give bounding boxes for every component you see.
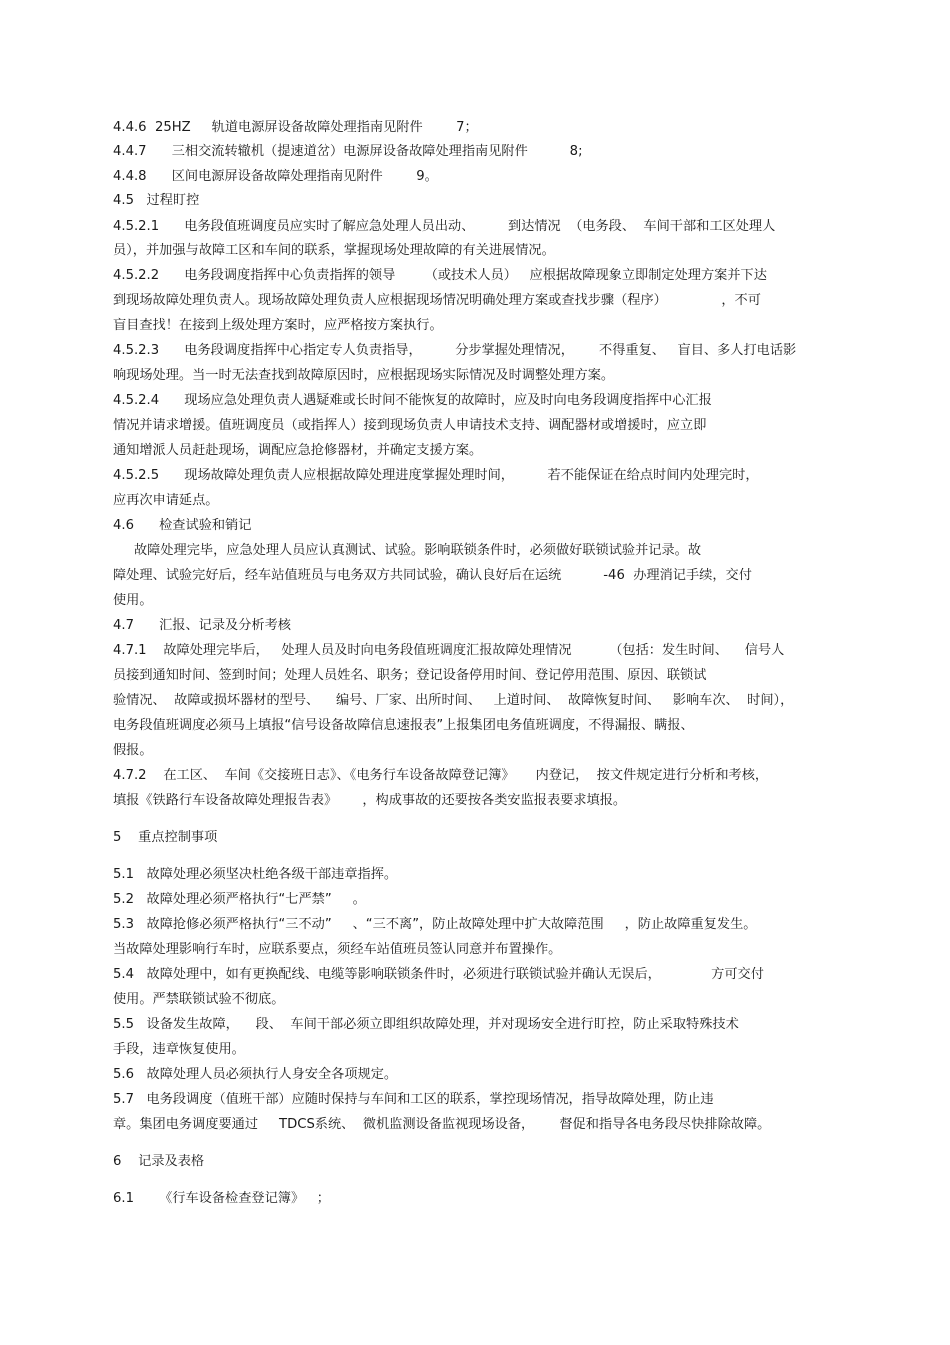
text-line-4-4-6: 4.4.6 25HZ 轨道电源屏设备故障处理指南见附件 7； — [113, 120, 478, 135]
text-line: 验情况、 故障或损坏器材的型号、 编号、厂家、出所时间、 上道时间、 故障恢复时间、 影响车次、 时间）， — [113, 693, 794, 708]
section-heading-4-5: 4.5 过程盯控 — [113, 193, 200, 208]
text-line-5-5: 5.5 设备发生故障， 段、 车间干部必须立即组织故障处理，并对现场安全进行盯控，防止采取特殊技术 — [113, 1017, 739, 1032]
text-line: 使用。 — [113, 593, 153, 608]
text-line-4-5-2-3: 4.5.2.3 电务段调度指挥中心指定专人负责指导， 分步掌握处理情况， 不得重复、 盲目、多人打电话影 — [113, 343, 797, 358]
text-line-5-3: 5.3 故障抢修必须严格执行“三不动” 、“三不离”，防止故障处理中扩大故障范围 ，防止故障重复发生。 — [113, 917, 757, 932]
text-line: 章。集团电务调度要通过 TDCS系统、 微机监测设备监视现场设备， 督促和指导各电务段尽快排除故障。 — [113, 1117, 771, 1132]
text-line: 响现场处理。当一时无法查找到故障原因时，应根据现场实际情况及时调整处理方案。 — [113, 368, 615, 383]
text-line: 到现场故障处理负责人。现场故障处理负责人应根据现场情况明确处理方案或查找步骤（程序） ，不可 — [113, 293, 761, 308]
text-line: 应再次申请延点。 — [113, 493, 219, 508]
text-line: 填报《铁路行车设备故障处理报告表》 ，构成事故的还要按各类安监报表要求填报。 — [113, 793, 627, 808]
text-line: 假报。 — [113, 743, 153, 758]
text-line: 障处理、试验完好后，经车站值班员与电务双方共同试验，确认良好后在运统 -46 办理消记手续，交付 — [113, 568, 752, 583]
text-line-4-7-2: 4.7.2 在工区、 车间《交接班日志》、《电务行车设备故障登记簿》 内登记， 按文件规定进行分析和考核， — [113, 768, 769, 783]
text-line-4-5-2-2: 4.5.2.2 电务段调度指挥中心负责指挥的领导 （或技术人员） 应根据故障现象立即制定处理方案并下达 — [113, 268, 767, 283]
text-line: 盲目查找！在接到上级处理方案时，应严格按方案执行。 — [113, 318, 443, 333]
text-line: 使用。严禁联锁试验不彻底。 — [113, 992, 285, 1007]
section-heading-6: 6 记录及表格 — [113, 1154, 205, 1169]
text-line-4-5-2-4: 4.5.2.4 现场应急处理负责人遇疑难或长时间不能恢复的故障时，应及时向电务段调度指挥中心汇报 — [113, 393, 712, 408]
section-heading-4-7: 4.7 汇报、记录及分析考核 — [113, 618, 291, 633]
text-line: 员接到通知时间、签到时间；处理人员姓名、职务；登记设备停用时间、登记停用范围、原因、联锁试 — [113, 668, 707, 683]
text-line: 员），并加强与故障工区和车间的联系，掌握现场处理故障的有关进展情况。 — [113, 243, 555, 258]
text-line: 情况并请求增援。值班调度员（或指挥人）接到现场负责人申请技术支持、调配器材或增援时，应立即 — [113, 418, 707, 433]
text-line-6-1: 6.1 《行车设备检查登记簿》 ； — [113, 1191, 330, 1206]
text-line: 故障处理完毕，应急处理人员应认真测试、试验。影响联锁条件时，必须做好联锁试验并记录。故 — [113, 543, 702, 558]
text-line-4-4-8: 4.4.8 区间电源屏设备故障处理指南见附件 9。 — [113, 169, 438, 184]
text-line: 电务段值班调度必须马上填报“信号设备故障信息速报表”上报集团电务值班调度，不得漏报、瞒报、 — [113, 718, 694, 733]
text-line-5-2: 5.2 故障处理必须严格执行“七严禁” 。 — [113, 892, 366, 907]
text-line-5-4: 5.4 故障处理中，如有更换配线、电缆等影响联锁条件时，必须进行联锁试验并确认无误后， 方可交付 — [113, 967, 764, 982]
text-line: 手段，违章恢复使用。 — [113, 1042, 245, 1057]
text-line-4-4-7: 4.4.7 三相交流转辙机（提速道岔）电源屏设备故障处理指南见附件 8; — [113, 144, 583, 159]
section-heading-5: 5 重点控制事项 — [113, 830, 218, 845]
text-line-5-7: 5.7 电务段调度（值班干部）应随时保持与车间和工区的联系，掌控现场情况，指导故障处理，防止违 — [113, 1092, 714, 1107]
text-line-5-1: 5.1 故障处理必须坚决杜绝各级干部违章指挥。 — [113, 867, 398, 882]
text-line: 当故障处理影响行车时，应联系要点，须经车站值班员签认同意并布置操作。 — [113, 942, 562, 957]
text-line-4-5-2-1: 4.5.2.1 电务段值班调度员应实时了解应急处理人员出动、 到达情况 （电务段、 车间干部和工区处理人 — [113, 219, 776, 234]
text-line-5-6: 5.6 故障处理人员必须执行人身安全各项规定。 — [113, 1067, 398, 1082]
text-line: 通知增派人员赶赴现场，调配应急抢修器材，并确定支援方案。 — [113, 443, 483, 458]
section-heading-4-6: 4.6 检查试验和销记 — [113, 518, 252, 533]
text-line-4-5-2-5: 4.5.2.5 现场故障处理负责人应根据故障处理进度掌握处理时间， 若不能保证在给点时间内处理完时， — [113, 468, 759, 483]
text-line-4-7-1: 4.7.1 故障处理完毕后， 处理人员及时向电务段值班调度汇报故障处理情况 （包括：发生时间、 信号人 — [113, 643, 785, 658]
